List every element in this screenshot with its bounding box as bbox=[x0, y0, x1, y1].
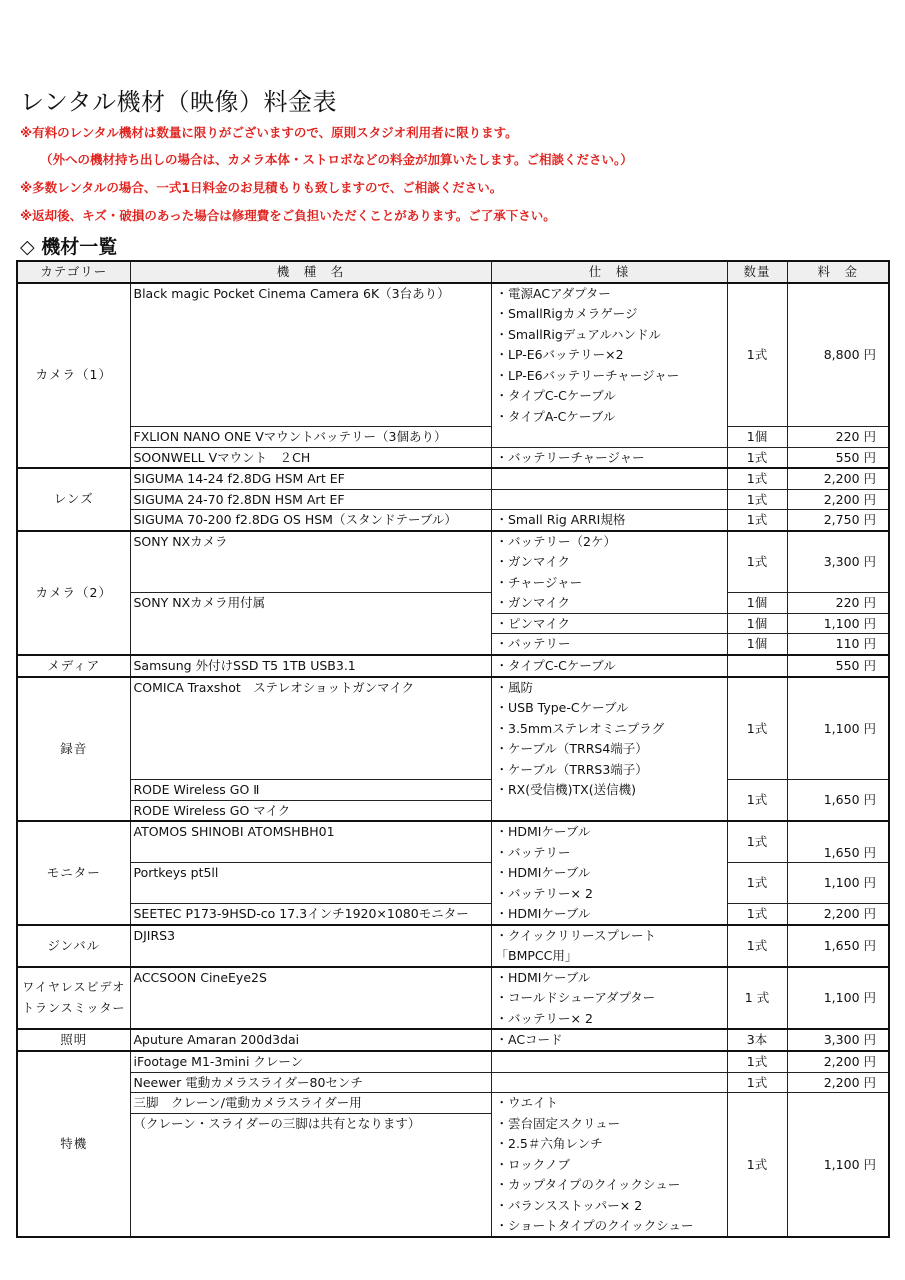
note-limited: ※有料のレンタル機材は数量に限りがございますので、原則スタジオ利用者に限ります。 bbox=[20, 125, 518, 140]
item-name: SIGUMA 70-200 f2.8DG OS HSM（スタンドテーブル） bbox=[130, 510, 491, 531]
item-qty: 1式 bbox=[727, 283, 787, 427]
header-price: 料 金 bbox=[787, 261, 889, 283]
item-qty: 1式 bbox=[727, 447, 787, 468]
spec-line: ・HDMIケーブル bbox=[491, 967, 727, 988]
item-price: 1,650 円 bbox=[787, 780, 889, 822]
category-lighting: 照明 bbox=[17, 1029, 130, 1051]
item-price: 1,100 円 bbox=[787, 613, 889, 634]
spec-line: ・タイプA-Cケーブル bbox=[491, 406, 727, 427]
item-price: 2,750 円 bbox=[787, 510, 889, 531]
table-row bbox=[17, 863, 889, 884]
spec-line: ・バッテリー（2ケ） bbox=[491, 531, 727, 552]
spec-line: ・ケーブル（TRRS4端子） bbox=[491, 739, 727, 760]
item-name: SEETEC P173-9HSD-co 17.3インチ1920×1080モニター bbox=[130, 904, 491, 925]
item-name: SIGUMA 24-70 f2.8DN HSM Art EF bbox=[130, 489, 491, 510]
item-name: SONY NXカメラ bbox=[130, 531, 491, 593]
item-spec: ・Small Rig ARRI規格 bbox=[491, 510, 727, 531]
table-row bbox=[17, 531, 889, 552]
item-name-line2: RODE Wireless GO マイク bbox=[130, 800, 491, 821]
spec-line: ・コールドシューアダプター bbox=[491, 988, 727, 1009]
category-camera2: カメラ（2） bbox=[17, 531, 130, 655]
item-qty: 1式 bbox=[727, 925, 787, 967]
equipment-table bbox=[16, 260, 890, 1238]
item-qty: 1式 bbox=[727, 531, 787, 593]
item-qty: 1個 bbox=[727, 593, 787, 614]
item-qty: 1式 bbox=[727, 468, 787, 489]
item-spec: ・バッテリー bbox=[491, 634, 727, 655]
table-row bbox=[17, 1051, 889, 1072]
item-name: SONY NXカメラ用付属 bbox=[130, 593, 491, 655]
table-row bbox=[17, 468, 889, 489]
spec-line: ・タイプC-Cケーブル bbox=[491, 386, 727, 407]
item-spec: ・ACコード bbox=[491, 1029, 727, 1051]
item-qty: 1式 bbox=[727, 1051, 787, 1072]
spec-line: ・風防 bbox=[491, 677, 727, 698]
spec-line: ・雲台固定スクリュー bbox=[491, 1113, 727, 1134]
item-price: 8,800 円 bbox=[787, 283, 889, 427]
item-price: 2,200 円 bbox=[787, 1051, 889, 1072]
table-row bbox=[17, 427, 889, 448]
item-spec bbox=[491, 489, 727, 510]
item-qty: 1式 bbox=[727, 780, 787, 822]
item-spec: ・バッテリーチャージャー bbox=[491, 447, 727, 468]
item-price: 1,650 円 bbox=[787, 821, 889, 863]
item-name: DJIRS3 bbox=[130, 925, 491, 967]
item-price: 1,100 円 bbox=[787, 1093, 889, 1237]
item-spec bbox=[491, 1072, 727, 1093]
table-row bbox=[17, 925, 889, 946]
spec-line: ・クイックリリースプレート bbox=[491, 925, 727, 946]
table-row bbox=[17, 489, 889, 510]
table-row bbox=[17, 967, 889, 988]
item-name: Samsung 外付けSSD T5 1TB USB3.1 bbox=[130, 655, 491, 677]
category-camera1: カメラ（1） bbox=[17, 283, 130, 469]
item-name: Neewer 電動カメラスライダー80センチ bbox=[130, 1072, 491, 1093]
item-name: Portkeys pt5ll bbox=[130, 863, 491, 904]
category-wireless: ワイヤレスビデオトランスミッター bbox=[17, 967, 130, 1030]
header-spec: 仕 様 bbox=[491, 261, 727, 283]
table-row bbox=[17, 1029, 889, 1051]
item-price: 1,100 円 bbox=[787, 677, 889, 780]
spec-line: ・HDMIケーブル bbox=[491, 863, 727, 884]
spec-line: ・SmallRigカメラゲージ bbox=[491, 304, 727, 325]
table-row bbox=[17, 1072, 889, 1093]
item-qty: 1 式 bbox=[727, 967, 787, 1030]
item-spec: ・ピンマイク bbox=[491, 613, 727, 634]
item-price: 550 円 bbox=[787, 447, 889, 468]
spec-line: ・ケーブル（TRRS3端子） bbox=[491, 759, 727, 780]
item-spec: ・タイプC-Cケーブル bbox=[491, 655, 727, 677]
spec-line: ・HDMIケーブル bbox=[491, 821, 727, 842]
spec-line: ・バッテリー× 2 bbox=[491, 1008, 727, 1029]
table-header-row bbox=[17, 261, 889, 283]
table-row bbox=[17, 677, 889, 698]
item-price: 220 円 bbox=[787, 593, 889, 614]
note-bulk: ※多数レンタルの場合、一式1日料金のお見積もりも致しますので、ご相談ください。 bbox=[20, 180, 503, 195]
category-special: 特機 bbox=[17, 1051, 130, 1237]
spec-line: ・バッテリー× 2 bbox=[491, 883, 727, 904]
item-name-line2: （クレーン・スライダーの三脚は共有となります） bbox=[130, 1113, 491, 1237]
category-audio: 録音 bbox=[17, 677, 130, 822]
note-outside: （外への機材持ち出しの場合は、カメラ本体・ストロボなどの料金が加算いたします。ご相談ください。） bbox=[40, 152, 633, 167]
item-spec bbox=[491, 1051, 727, 1072]
table-row bbox=[17, 510, 889, 531]
item-name: Black magic Pocket Cinema Camera 6K（3台あり） bbox=[130, 283, 491, 427]
spec-line: 「BMPCC用」 bbox=[491, 946, 727, 967]
spec-line: ・ロックノブ bbox=[491, 1154, 727, 1175]
item-spec bbox=[491, 427, 727, 448]
spec-line: ・USB Type-Cケーブル bbox=[491, 698, 727, 719]
spec-line: ・ショートタイプのクイックシュー bbox=[491, 1216, 727, 1237]
item-qty: 1個 bbox=[727, 613, 787, 634]
item-name: RODE Wireless GO Ⅱ bbox=[130, 780, 491, 801]
category-media: メディア bbox=[17, 655, 130, 677]
item-name: ACCSOON CineEye2S bbox=[130, 967, 491, 1030]
item-qty: 1個 bbox=[727, 427, 787, 448]
spec-line: ・LP-E6バッテリー×2 bbox=[491, 345, 727, 366]
item-price: 2,200 円 bbox=[787, 1072, 889, 1093]
spec-line: ・バランスストッパー× 2 bbox=[491, 1195, 727, 1216]
item-spec bbox=[491, 468, 727, 489]
item-name: SIGUMA 14-24 f2.8DG HSM Art EF bbox=[130, 468, 491, 489]
spec-line: ・SmallRigデュアルハンドル bbox=[491, 324, 727, 345]
note-damage: ※返却後、キズ・破損のあった場合は修理費をご負担いただくことがあります。ご了承下さい。 bbox=[20, 208, 556, 223]
item-qty bbox=[727, 655, 787, 677]
item-name: FXLION NANO ONE Vマウントバッテリー（3個あり） bbox=[130, 427, 491, 448]
item-price: 550 円 bbox=[787, 655, 889, 677]
item-qty: 1式 bbox=[727, 904, 787, 925]
spec-line: ・カップタイプのクイックシュー bbox=[491, 1175, 727, 1196]
spec-line: ・バッテリー bbox=[491, 842, 727, 863]
table-row bbox=[17, 780, 889, 801]
item-price: 2,200 円 bbox=[787, 489, 889, 510]
item-qty: 1式 bbox=[727, 821, 787, 863]
spec-line: ・ガンマイク bbox=[491, 552, 727, 573]
item-qty: 3本 bbox=[727, 1029, 787, 1051]
header-name: 機 種 名 bbox=[130, 261, 491, 283]
item-qty: 1式 bbox=[727, 863, 787, 904]
item-spec: ・RX(受信機)TX(送信機) bbox=[491, 780, 727, 822]
item-price: 2,200 円 bbox=[787, 904, 889, 925]
table-row bbox=[17, 283, 889, 304]
item-price: 1,100 円 bbox=[787, 863, 889, 904]
page-title: レンタル機材（映像）料金表 bbox=[20, 88, 337, 116]
category-gimbal: ジンバル bbox=[17, 925, 130, 967]
item-price: 110 円 bbox=[787, 634, 889, 655]
item-qty: 1式 bbox=[727, 510, 787, 531]
item-price: 2,200 円 bbox=[787, 468, 889, 489]
spec-line: ・LP-E6バッテリーチャージャー bbox=[491, 365, 727, 386]
table-row bbox=[17, 821, 889, 842]
item-price: 3,300 円 bbox=[787, 1029, 889, 1051]
item-qty: 1個 bbox=[727, 634, 787, 655]
table-row bbox=[17, 904, 889, 925]
item-price: 1,100 円 bbox=[787, 967, 889, 1030]
table-row bbox=[17, 447, 889, 468]
item-qty: 1式 bbox=[727, 677, 787, 780]
item-name: SOONWELL Vマウント ２CH bbox=[130, 447, 491, 468]
item-price: 1,650 円 bbox=[787, 925, 889, 967]
item-spec: ・ガンマイク bbox=[491, 593, 727, 614]
category-monitor: モニター bbox=[17, 821, 130, 925]
spec-line: ・2.5＃六角レンチ bbox=[491, 1134, 727, 1155]
table-row bbox=[17, 593, 889, 614]
item-name: ATOMOS SHINOBI ATOMSHBH01 bbox=[130, 821, 491, 863]
spec-line: ・チャージャー bbox=[491, 572, 727, 593]
item-qty: 1式 bbox=[727, 489, 787, 510]
table-row bbox=[17, 655, 889, 677]
header-qty: 数量 bbox=[727, 261, 787, 283]
category-lens: レンズ bbox=[17, 468, 130, 531]
header-category: カテゴリー bbox=[17, 261, 130, 283]
item-qty: 1式 bbox=[727, 1072, 787, 1093]
table-row bbox=[17, 1093, 889, 1114]
section-heading: ◇ 機材一覧 bbox=[20, 236, 118, 258]
item-name: Aputure Amaran 200d3dai bbox=[130, 1029, 491, 1051]
spec-line: ・電源ACアダプター bbox=[491, 283, 727, 304]
item-qty: 1式 bbox=[727, 1093, 787, 1237]
item-name: 三脚 クレーン/電動カメラスライダー用 bbox=[130, 1093, 491, 1114]
item-price: 220 円 bbox=[787, 427, 889, 448]
item-name: iFootage M1-3mini クレーン bbox=[130, 1051, 491, 1072]
item-spec: ・HDMIケーブル bbox=[491, 904, 727, 925]
spec-line: ・3.5mmステレオミニプラグ bbox=[491, 718, 727, 739]
item-price: 3,300 円 bbox=[787, 531, 889, 593]
item-name: COMICA Traxshot ステレオショットガンマイク bbox=[130, 677, 491, 780]
spec-line: ・ウエイト bbox=[491, 1093, 727, 1114]
